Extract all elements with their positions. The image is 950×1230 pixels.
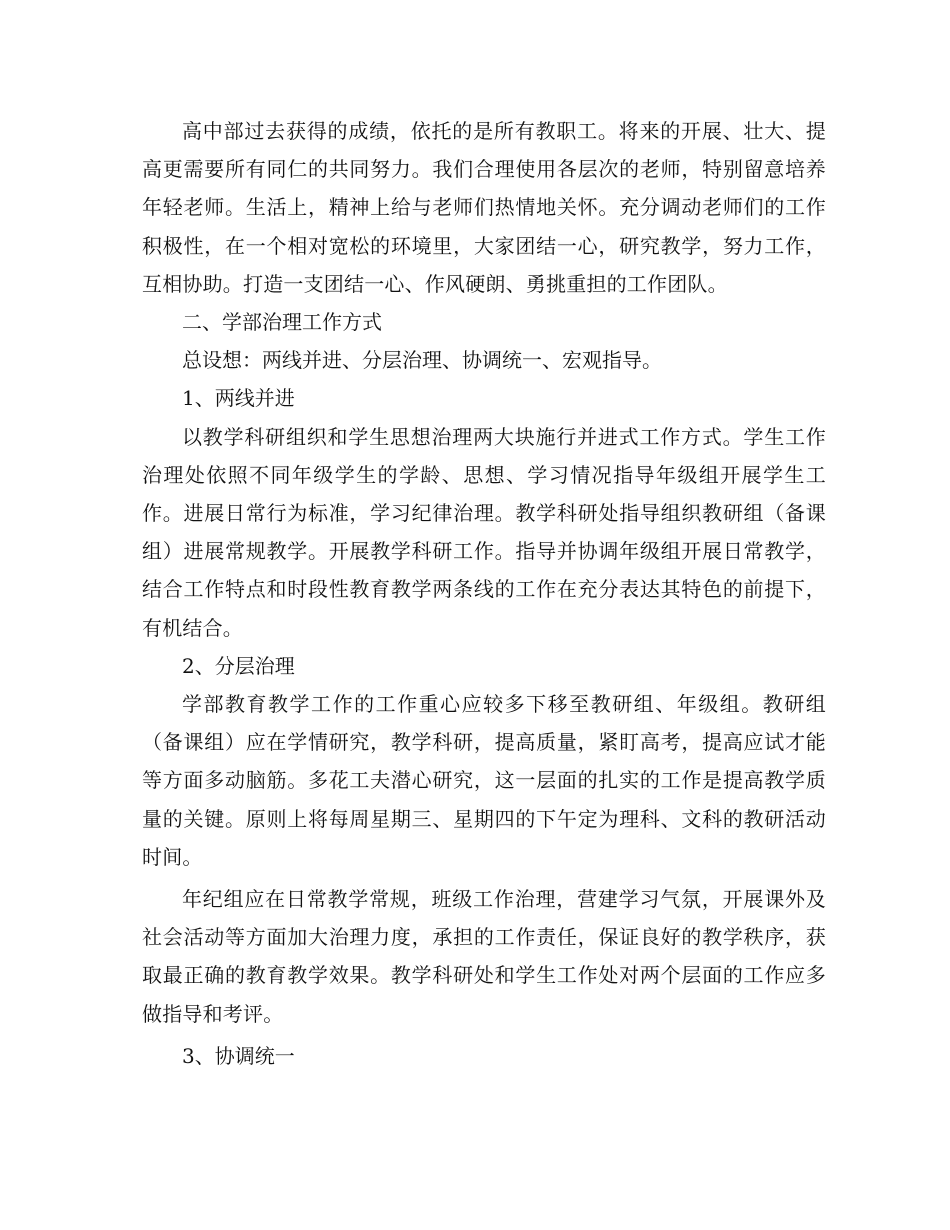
subheading-layered-management: 2、分层治理 [182, 653, 295, 678]
paragraph-grade-groups: 年纪组应在日常教学常规，班级工作治理，营建学习气氛，开展课外及社会活动等方面加大治理力度，承担的工作责任，保证良好的教学秩序，获取最正确的教育教学效果。教学科研处和学生工作处对两个层面的工作应多做指导和考评。 [142, 887, 826, 1026]
section-heading-management: 二、学部治理工作方式 [182, 310, 382, 335]
paragraph-two-lines: 以教学科研组织和学生思想治理两大块施行并进式工作方式。学生工作治理处依照不同年级学生的学龄、思想、学习情况指导年级组开展学生工作。进展日常行为标准，学习纪律治理。教学科研处指导组织教研组（备课组）进展常规教学。开展教学科研工作。指导并协调年级组开展日常教学，结合工作特点和时段性教育教学两条线的工作在充分表达其特色的前提下，有机结合。 [142, 424, 826, 640]
paragraph-staff: 高中部过去获得的成绩，依托的是所有教职工。将来的开展、壮大、提高更需要所有同仁的共同努力。我们合理使用各层次的老师，特别留意培养年轻老师。生活上，精神上给与老师们热情地关怀。充分调动老师们的工作积极性，在一个相对宽松的环境里，大家团结一心，研究教学，努力工作，互相协助。打造一支团结一心、作风硬朗、勇挑重担的工作团队。 [142, 119, 826, 296]
subheading-two-lines: 1、两线并进 [182, 386, 295, 411]
paragraph-layered-management: 学部教育教学工作的工作重心应较多下移至教研组、年级组。教研组（备课组）应在学情研究，教学科研，提高质量，紧盯高考，提高应试才能等方面多动脑筋。多花工夫潜心研究，这一层面的扎实的工作是提高教学质量的关键。原则上将每周星期三、星期四的下午定为理科、文科的教研活动时间。 [142, 692, 826, 869]
document-page [142, 112, 826, 1075]
paragraph-overall-plan: 总设想：两线并进、分层治理、协调统一、宏观指导。 [182, 348, 662, 373]
subheading-coordination: 3、协调统一 [182, 1043, 295, 1068]
